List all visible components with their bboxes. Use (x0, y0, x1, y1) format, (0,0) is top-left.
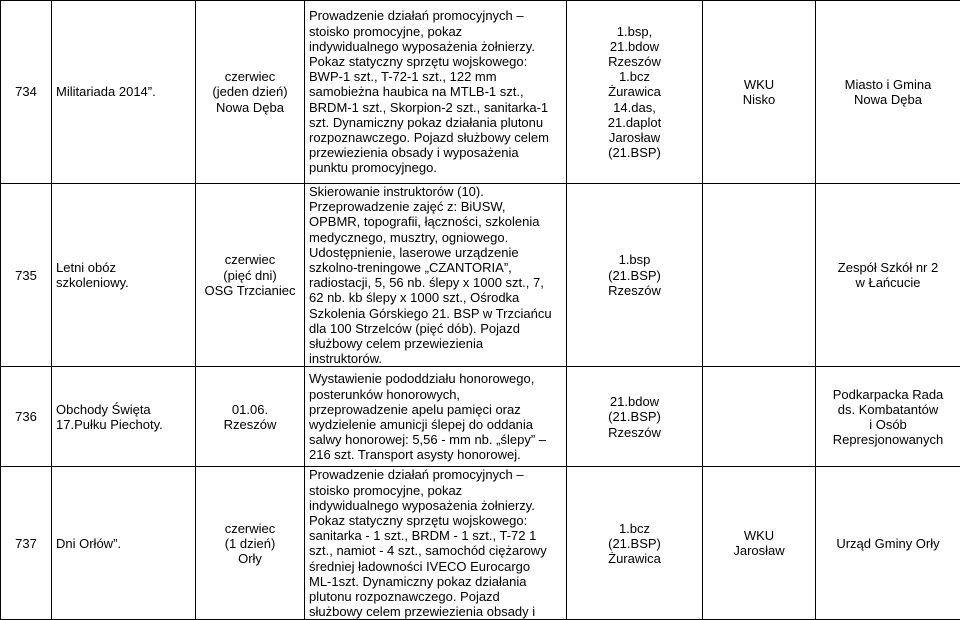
wku-office (703, 367, 816, 467)
text-line: Dni Orłów”. (56, 536, 191, 551)
table-row (1, 1, 960, 184)
text-line: ML-1szt. Dynamiczny pokaz działania (309, 574, 562, 589)
text-line: (1 dzień) (200, 536, 300, 551)
text-line: 62 nb. kb ślepy x 1000 szt., Ośrodka (309, 290, 562, 305)
responsible-units (567, 367, 703, 467)
text-line: Nowa Dęba (820, 92, 956, 107)
text-line: Podkarpacka Rada (820, 387, 956, 402)
text-line: przewiezienia obsady i wyposażenia (309, 145, 562, 160)
text-line: Pokaz statyczny sprzętu wojskowego: (309, 54, 562, 69)
text-line: Obchody Święta (56, 402, 191, 417)
text-line: Pokaz statyczny sprzętu wojskowego: (309, 513, 562, 528)
wku-office (703, 1, 816, 184)
event-date-place (196, 467, 305, 620)
text-line: czerwiec (200, 252, 300, 267)
responsible-units (567, 467, 703, 620)
text-line: Żurawica (571, 551, 698, 566)
row-number: 734 (1, 1, 52, 184)
text-line: w Łańcucie (820, 275, 956, 290)
text-line: Letni obóz (56, 260, 191, 275)
text-line: plutonu rozpoznawczego. Pojazd (309, 589, 562, 604)
text-line: Prowadzenie działań promocyjnych – (309, 467, 562, 482)
text-line: stoisko promocyjne, pokaz (309, 24, 562, 39)
text-line: Miasto i Gmina (820, 77, 956, 92)
text-line: Nisko (707, 92, 811, 107)
text-line: 21.bdow (571, 394, 698, 409)
text-line: Urząd Gminy Orły (820, 536, 956, 551)
partner-organization (816, 1, 960, 184)
text-line: Rzeszów (571, 425, 698, 440)
table-row (1, 467, 960, 620)
text-line: posterunków honorowych, (309, 387, 562, 402)
table-row (1, 367, 960, 467)
text-line: Zespół Szkół nr 2 (820, 260, 956, 275)
text-line: BWP-1 szt., T-72-1 szt., 122 mm (309, 69, 562, 84)
text-line: (21.BSP) (571, 536, 698, 551)
text-line: radiostacji, 5, 56 nb. ślepy x 1000 szt., 7, (309, 275, 562, 290)
text-line: OSG Trzcianiec (200, 283, 300, 298)
text-line: (21.BSP) (571, 268, 698, 283)
text-line: 1.bcz (571, 69, 698, 84)
text-line: Jarosław (707, 543, 811, 558)
event-name (52, 1, 196, 184)
text-line: samobieżna haubica na MTLB-1 szt., (309, 84, 562, 99)
text-line: szkoleniowy. (56, 275, 191, 290)
text-line: OPBMR, topografii, łączności, szkolenia (309, 214, 562, 229)
text-line: szt., namiot - 4 szt., samochód ciężarowy (309, 543, 562, 558)
text-line: WKU (707, 528, 811, 543)
partner-organization (816, 367, 960, 467)
text-line: przeprowadzenie apelu pamięci oraz (309, 402, 562, 417)
event-name (52, 467, 196, 620)
text-line: szt. Dynamiczny pokaz działania plutonu (309, 115, 562, 130)
text-line: Przeprowadzenie zajęć z: BiUSW, (309, 199, 562, 214)
text-line: stoisko promocyjne, pokaz (309, 483, 562, 498)
event-description (305, 467, 567, 620)
text-line: Skierowanie instruktorów (10). (309, 184, 562, 199)
table-row (1, 184, 960, 367)
event-date-place (196, 184, 305, 367)
text-line: (pięć dni) (200, 268, 300, 283)
text-line: i Osób (820, 417, 956, 432)
text-line: Żurawica (571, 84, 698, 99)
text-line: (jeden dzień) (200, 84, 300, 99)
text-line: WKU (707, 77, 811, 92)
text-line: punktu promocyjnego. (309, 160, 562, 175)
text-line: Jarosław (571, 130, 698, 145)
text-line: ds. Kombatantów (820, 402, 956, 417)
text-line: Wystawienie pododdziału honorowego, (309, 371, 562, 386)
text-line: 216 szt. Transport asysty honorowej. (309, 447, 562, 462)
text-line: rozpoznawczego. Pojazd służbowy celem (309, 130, 562, 145)
text-line: (21.BSP) (571, 409, 698, 424)
text-line: Militariada 2014”. (56, 84, 191, 99)
event-name (52, 367, 196, 467)
text-line: 1.bsp, (571, 24, 698, 39)
text-line: BRDM-1 szt., Skorpion-2 szt., sanitarka-1 (309, 100, 562, 115)
text-line: służbowy celem przewiezienia obsady i (309, 604, 562, 619)
text-line: 21.bdow (571, 39, 698, 54)
text-line: wydzielenie amunicji ślepej do oddania (309, 417, 562, 432)
text-line: Prowadzenie działań promocyjnych – (309, 8, 562, 23)
text-line: medycznego, musztry, ogniowego. (309, 230, 562, 245)
wku-office (703, 467, 816, 620)
wku-office (703, 184, 816, 367)
text-line: instruktorów. (309, 351, 562, 366)
partner-organization (816, 184, 960, 367)
text-line: salwy honorowej: 5,56 - mm nb. „ślepy” – (309, 432, 562, 447)
event-description (305, 184, 567, 367)
text-line: 01.06. (200, 402, 300, 417)
text-line: szkolno-treningowe „CZANTORIA”, (309, 260, 562, 275)
text-line: Orły (200, 551, 300, 566)
responsible-units (567, 1, 703, 184)
text-line: Rzeszów (200, 417, 300, 432)
text-line: służbowy celem przewiezienia (309, 336, 562, 351)
event-name (52, 184, 196, 367)
row-number: 737 (1, 467, 52, 620)
event-date-place (196, 367, 305, 467)
text-line: 17.Pułku Piechoty. (56, 417, 191, 432)
event-description (305, 367, 567, 467)
text-line: Rzeszów (571, 54, 698, 69)
event-description (305, 1, 567, 184)
text-line: sanitarka - 1 szt., BRDM - 1 szt., T-72 1 (309, 528, 562, 543)
text-line: (21.BSP) (571, 145, 698, 160)
text-line: Udostępnienie, laserowe urządzenie (309, 245, 562, 260)
text-line: czerwiec (200, 69, 300, 84)
text-line: Nowa Dęba (200, 100, 300, 115)
event-date-place (196, 1, 305, 184)
text-line: Represjonowanych (820, 432, 956, 447)
text-line: dla 100 Strzelców (pięć dób). Pojazd (309, 321, 562, 336)
text-line: 14.das, (571, 100, 698, 115)
text-line: Szkolenia Górskiego 21. BSP w Trzciańcu (309, 306, 562, 321)
responsible-units (567, 184, 703, 367)
text-line: średniej ładowności IVECO Eurocargo (309, 559, 562, 574)
text-line: czerwiec (200, 521, 300, 536)
text-line: 1.bsp (571, 252, 698, 267)
text-line: 21.daplot (571, 115, 698, 130)
text-line: indywidualnego wyposażenia żołnierzy. (309, 39, 562, 54)
text-line: indywidualnego wyposażenia żołnierzy. (309, 498, 562, 513)
partner-organization (816, 467, 960, 620)
row-number: 736 (1, 367, 52, 467)
row-number: 735 (1, 184, 52, 367)
text-line: 1.bcz (571, 521, 698, 536)
text-line: Rzeszów (571, 283, 698, 298)
